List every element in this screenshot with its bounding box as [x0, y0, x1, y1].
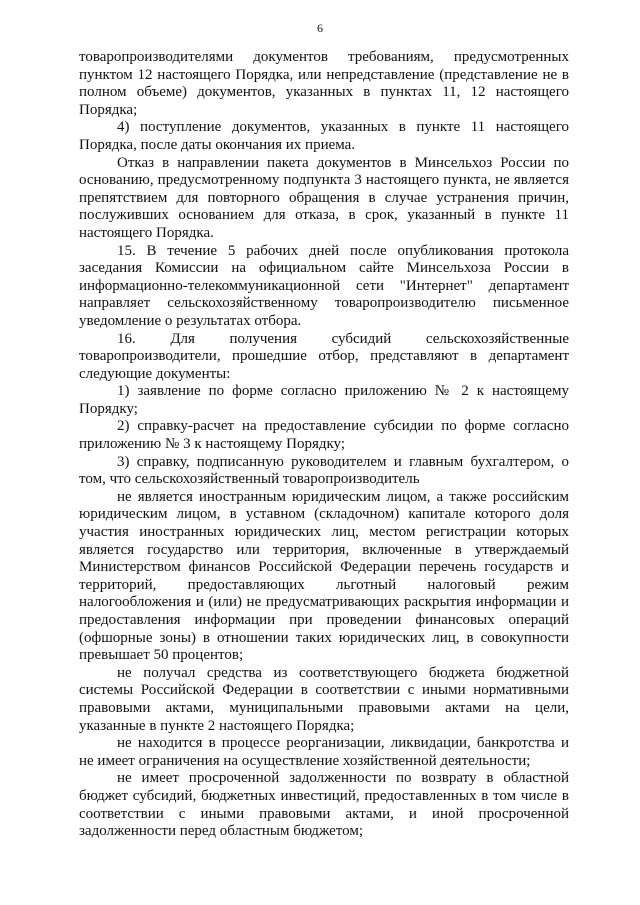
paragraph: 4) поступление документов, указанных в пункте 11 настоящего Порядка, после даты окончания их приема.: [79, 119, 569, 153]
paragraph: 1) заявление по форме согласно приложению № 2 к настоящему Порядку;: [79, 383, 569, 417]
paragraph: 15. В течение 5 рабочих дней после опубликования протокола заседания Комиссии на официальном сайте Минсельхоза России в информационно-телекоммуникационной сети "Интернет" департамент направляет сельскохозяйственному товаропроизводителю письменное уведомление о результатах отбора.: [79, 242, 569, 329]
paragraph: 3) справку, подписанную руководителем и главным бухгалтером, о том, что сельскохозяйственный товаропроизводитель: [79, 453, 569, 488]
document-body: [79, 49, 569, 841]
paragraph: 16. Для получения субсидий сельскохозяйственные товаропроизводители, прошедшие отбор, представляют в департамент следующие документы:: [79, 330, 569, 382]
paragraph: не является иностранным юридическим лицом, а также российским юридическим лицом, в уставном (складочном) капитале которого доля участия иностранных юридических лиц, местом регистрации которых является государство или территория, включенные в утверждаемый Министерством финансов Российской Федерации перечень государств и территорий, предоставляющих льготный налоговый режим налогообложения и (или) не предусматривающих раскрытия информации и предоставления информации при проведении финансовых операций (офшорные зоны) в отношении таких юридических лиц, в совокупности превышает 50 процентов;: [79, 488, 569, 664]
page-number: 6: [317, 21, 323, 35]
paragraph: не находится в процессе реорганизации, ликвидации, банкротства и не имеет ограничения на осуществление хозяйственной деятельности;: [79, 735, 569, 769]
paragraph: не имеет просроченной задолженности по возврату в областной бюджет субсидий, бюджетных инвестиций, предоставленных в том числе в соответствии с иными правовыми актами, и иной просроченной задолженности перед областным бюджетом;: [79, 770, 569, 840]
paragraph: товаропроизводителями документов требованиям, предусмотренных пунктом 12 настоящего Порядка, или непредставление (представление не в полном объеме) документов, указанных в пунктах 11, 12 настоящего Порядка;: [79, 49, 569, 118]
paragraph: не получал средства из соответствующего бюджета бюджетной системы Российской Федерации в соответствии с иными нормативными правовыми актами, муниципальными правовыми актами на цели, указанные в пункте 2 настоящего Порядка;: [79, 664, 569, 734]
paragraph: Отказ в направлении пакета документов в Минсельхоз России по основанию, предусмотренному подпункта 3 настоящего пункта, не является препятствием для повторного обращения в случае устранения причин, послуживших основанием для отказа, в срок, указанный в пункте 11 настоящего Порядка.: [79, 154, 569, 241]
paragraph: 2) справку-расчет на предоставление субсидии по форме согласно приложению № 3 к настоящему Порядку;: [79, 418, 569, 453]
